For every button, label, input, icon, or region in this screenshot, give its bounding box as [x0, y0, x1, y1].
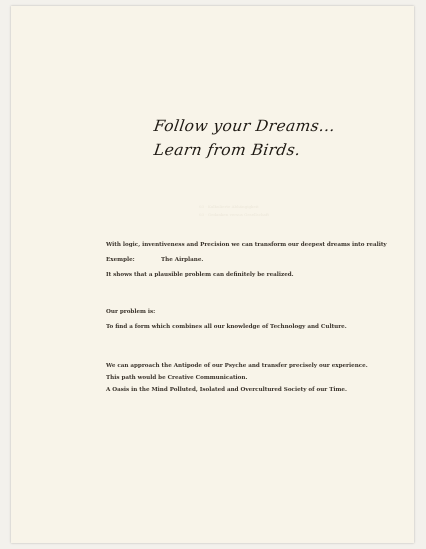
example-label: Exemple:: [106, 257, 135, 263]
embossed-caption-1: 03 · Kalkulierte Abhängigkeit: [199, 204, 259, 209]
embossed-caption-2: 03 · Gedanken versus Gesellschaft: [199, 212, 270, 217]
heading-line-2: Learn from Birds.: [152, 141, 302, 159]
example-value: The Airplane.: [161, 257, 204, 263]
paragraph-intro: With logic, inventiveness and Precision we can transform our deepest dreams into reality: [106, 242, 387, 248]
problem-label: Our problem is:: [106, 309, 156, 315]
problem-statement: To find a form which combines all our knowledge of Technology and Culture.: [106, 324, 347, 330]
paper-sheet: [11, 6, 414, 543]
paragraph-antipode: We can approach the Antipode of our Psyche and transfer precisely our experience.: [106, 363, 368, 369]
paragraph-creative: This path would be Creative Communication.: [106, 375, 248, 381]
paragraph-oasis: A Oasis in the Mind Polluted, Isolated and Overcultured Society of our Time.: [106, 387, 347, 393]
paragraph-plausible: It shows that a plausible problem can definitely be realized.: [106, 272, 294, 278]
heading-line-1: Follow your Dreams...: [152, 117, 337, 135]
